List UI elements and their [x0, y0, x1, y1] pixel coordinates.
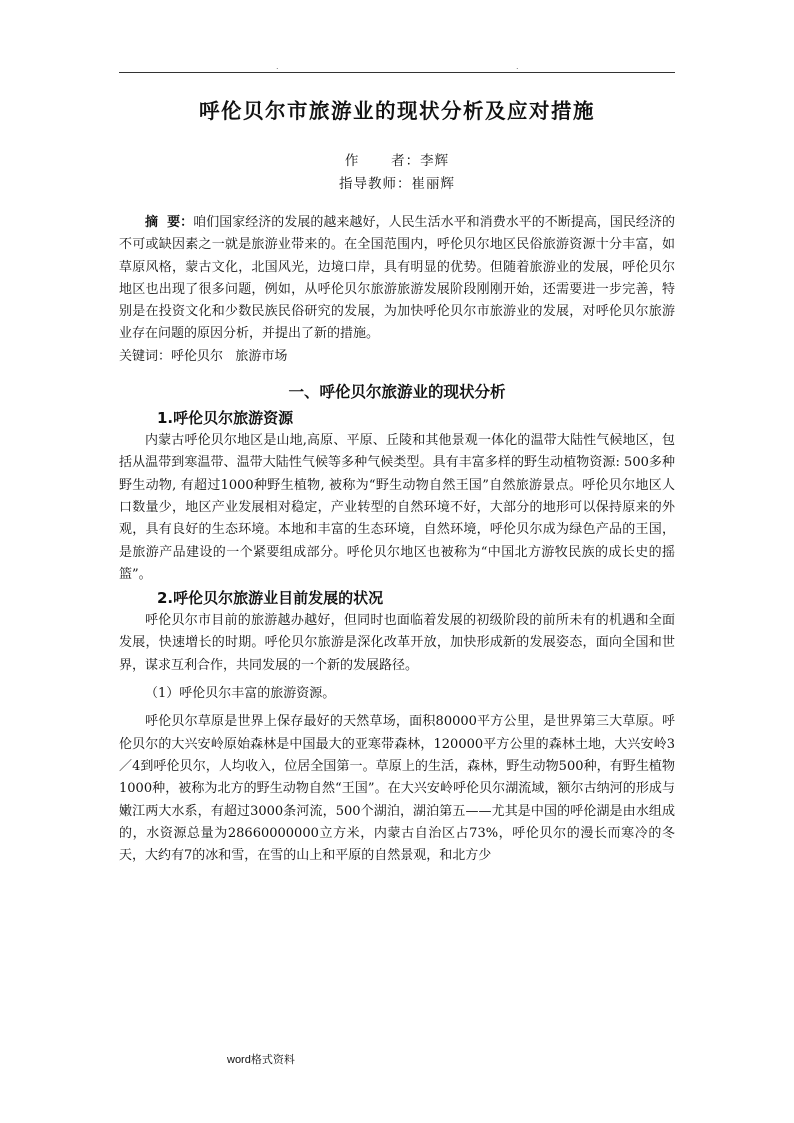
header-dot-left: .: [276, 62, 279, 71]
subsection-heading-1: 1.呼伦贝尔旅游资源: [157, 409, 294, 428]
document-title: 呼伦贝尔市旅游业的现状分析及应对措施: [199, 99, 595, 123]
subsection-2-paragraph-2: 呼伦贝尔草原是世界上保存最好的天然草场，面积80000平方公里，是世界第三大草原。呼伦贝尔的大兴安岭原始森林是中国最大的亚寒带森林，120000平方公里的森林土地，大兴安岭3／4到呼伦贝尔，人均收入，位居全国第一。草原上的生活，森林，野生动物500种，有野生植物1000种，被称为北方的野生动物自然“王国”。在大兴安岭呼伦贝尔湖流域，额尔古纳河的形成与嫩江两大水系，有超过3000条河流，500个湖泊，湖泊第五——尤其是中国的呼伦湖是由水组成的，水资源总量为28660000000立方米，内蒙古自治区占73%，呼伦贝尔的漫长而寒冷的冬天，大约有7的冰和雪，在雪的山上和平原的自然景观，和北方少: [119, 714, 675, 864]
page-footer: word格式资料: [227, 1054, 295, 1066]
abstract: [119, 212, 675, 346]
author-line: 作 者：李辉: [344, 153, 450, 169]
keywords: [119, 346, 675, 368]
list-item-1: （1）呼伦贝尔丰富的旅游资源。: [145, 686, 336, 702]
document-body: [119, 212, 675, 867]
subsection-heading-2: 2.呼伦贝尔旅游业目前发展的状况: [157, 589, 384, 608]
subsection-2-paragraph: 呼伦贝尔市目前的旅游越办越好，但同时也面临着发展的初级阶段的前所未有的机遇和全面发展，快速增长的时期。呼伦贝尔旅游是深化改革开放，加快形成新的发展姿态，面向全国和世界，谋求互利合作，共同发展的一个新的发展路径。: [119, 613, 675, 673]
abstract-label: 摘 要：: [145, 215, 194, 230]
keywords-text: 呼伦贝尔 旅游市场: [171, 348, 288, 364]
keywords-label: 关键词：: [119, 348, 172, 364]
abstract-text: 咱们国家经济的发展的越来越好，人民生活水平和消费水平的不断提高，国民经济的不可或缺因素之一就是旅游业带来的。在全国范围内，呼伦贝尔地区民俗旅游资源十分丰富，如草原风格，蒙古文化，北国风光，边境口岸，具有明显的优势。但随着旅游业的发展，呼伦贝尔地区也出现了很多问题，例如，从呼伦贝尔旅游旅游发展阶段刚刚开始，还需要进一步完善，特别是在投资文化和少数民族民俗研究的发展，为加快呼伦贝尔市旅游业的发展，对呼伦贝尔旅游业存在问题的原因分析，并提出了新的措施。: [119, 215, 675, 342]
header-dot-right: .: [516, 62, 519, 71]
header-rule: [119, 72, 675, 73]
subsection-1-paragraph: 内蒙古呼伦贝尔地区是山地,高原、平原、丘陵和其他景观一体化的温带大陆性气候地区，包括从温带到寒温带、温带大陆性气候等多种气候类型。具有丰富多样的野生动植物资源: 500多种野生动物, 有超过1000种野生植物, 被称为“野生动物自然王国”自然旅游景点。呼伦贝尔地区人口数量少，地区产业发展相对稳定，产业转型的自然环境不好，大部分的地形可以保持原来的外观，具有良好的生态环境。本地和丰富的生态环境，自然环境，呼伦贝尔成为绿色产品的王国，是旅游产品建设的一个紧要组成部分。呼伦贝尔地区也被称为“中国北方游牧民族的成长史的摇篮”。: [119, 433, 675, 582]
section-heading-1: 一、呼伦贝尔旅游业的现状分析: [288, 383, 506, 402]
advisor-line: 指导教师：崔丽辉: [339, 176, 455, 192]
